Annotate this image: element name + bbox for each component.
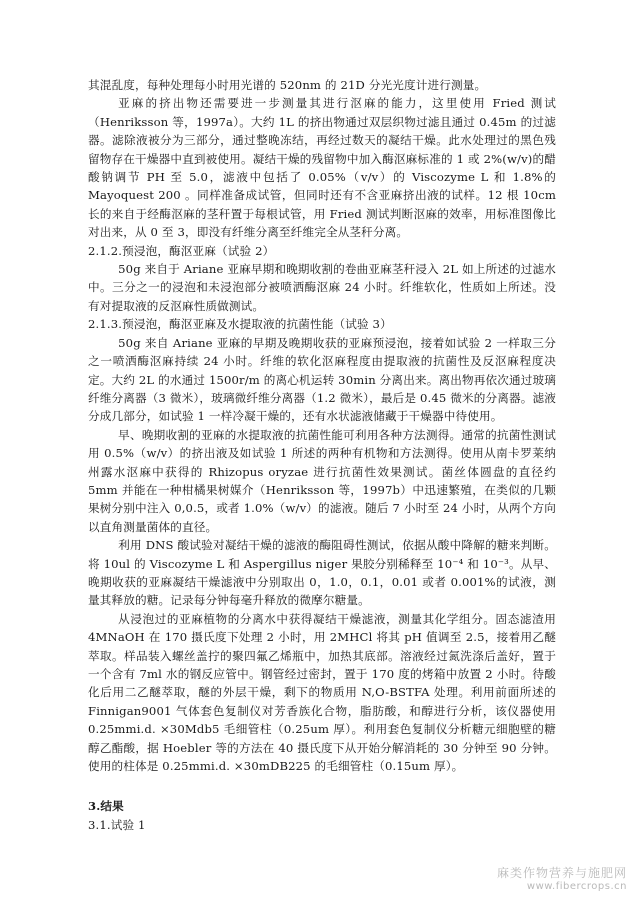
- watermark-url: www.fibercrops.cn: [526, 881, 627, 892]
- paragraph-dns-test: 利用 DNS 酸试验对凝结干燥的滤液的酶阻碍性测试，依据从酸中降解的糖来判断。将 10ul 的 Viscozyme L 和 Aspergillus niger 果胶分别稀释至 10⁻⁴ 和 10⁻³。从早、晚期收获的亚麻凝结干燥滤液中分别取出 0，1.0，0.1，0.01 或者 0.001%的试液，测量其释放的糖。记录每分钟每毫升释放的微摩尔糖量。: [88, 538, 556, 608]
- paragraph-intro-continuation: 其混乱度，每种处理每小时用光谱的 520nm 的 21D 分光光度计进行测量。: [88, 78, 487, 92]
- paragraph-experiment-2: 50g 来自于 Ariane 亚麻早期和晚期收割的卷曲亚麻茎秆浸入 2L 如上所述的过滤水中。三分之一的浸泡和未浸泡部分被喷洒酶沤麻 24 小时。纤维软化，性质如上所述。没有对提取液的反沤麻性质做测试。: [88, 262, 556, 313]
- section-heading-2-1-2: 2.1.2.预浸泡，酶沤亚麻（试验 2）: [88, 243, 275, 258]
- section-heading-3-1: 3.1.试验 1: [88, 817, 146, 832]
- paragraph-experiment-3: 50g 来自 Ariane 亚麻的早期及晚期收获的亚麻预浸泡，接着如试验 2 一样取三分之一喷洒酶沤麻持续 24 小时。纤维的软化沤麻程度由提取液的抗菌性及反沤麻程度决定。大约 2L 的水通过 1500r/m 的离心机运转 30min 分离出来。离出物再依次通过玻璃纤维分离器（3 微米），玻璃微纤维分离器（1.2 微米），最后是 0.45 微米的分离器。滤液分成几部分，如试验 1 一样冷凝干燥的，还有水状滤液储藏于干燥器中待使用。: [88, 335, 556, 424]
- section-heading-2-1-3: 2.1.3.预浸泡，酶沤亚麻及水提取液的抗菌性能（试验 3）: [88, 317, 392, 332]
- paragraph-chemical-analysis: 从浸泡过的亚麻植物的分离水中获得凝结干燥滤液，测量其化学组分。固态滤渣用 4MNaOH 在 170 摄氏度下处理 2 小时，用 2MHCl 将其 pH 值调至 2.5，接着用乙醚萃取。样品装入螺丝盖拧的聚四氟乙烯瓶中，加热其底部。溶液经过氮洗涤后盖好，置于一个含有 7ml 水的钢反应管中。钢管经过密封，置于 170 度的烤箱中放置 2 小时。待酸化后用二乙醚萃取，醚的外层干燥，剩下的物质用 N,O-BSTFA 处理。利用前面所述的 Finnigan9001 气体套色复制仪对芳香族化合物，脂肪酸，和醇进行分析，该仪器使用 0.25mmi.d. ×30Mdb5 毛细管柱（0.25um 厚）。利用套色复制仪分析糖元细胞壁的糖醇乙酯酸，据 Hoebler 等的方法在 40 摄氏度下从开始分解消耗的 30 分钟至 90 分钟。使用的柱体是 0.25mmi.d. ×30mDB225 的毛细管柱（0.15um 厚）。: [88, 611, 556, 774]
- paragraph-antibacterial-test: 早、晚期收割的亚麻的水提取液的抗菌性能可利用各种方法测得。通常的抗菌性测试用 0.5%（w/v）的挤出液及如试验 1 所述的两种有机物和方法测得。使用从南卡罗莱纳州露水沤麻中获得的 Rhizopus oryzae 进行抗菌性效果测试。菌丝体圆盘的直径约 5mm 并能在一种柑橘果树媒介（Henriksson 等，1997b）中迅速繁殖，在类似的几颗果树分别中注入 0,0.5，或者 1.0%（w/v）的滤液。随后 7 小时至 24 小时，从两个方向以直角测量菌体的直径。: [88, 427, 556, 534]
- watermark: [497, 867, 627, 893]
- paragraph-fried-test: 亚麻的挤出物还需要进一步测量其进行沤麻的能力，这里使用 Fried 测试（Henriksson 等，1997a）。大约 1L 的挤出物通过双层织物过滤且通过 0.45m 的过滤器。滤除液被分为三部分，通过整晚冻结，再经过数天的凝结干燥。此水处理过的黑色残留物存在干燥器中直到被使用。凝结干燥的残留物中加入酶沤麻标准的 1 或 2%(w/v)的醋酸钠调节 PH 至 5.0，滤液中包括了 0.05%（v/v）的 Viscozyme L 和 1.8%的 Mayoquest 200 。同样准备成试管，但同时还有不含亚麻挤出液的试样。12 根 10cm 长的来自于经酶沤麻的茎秆置于每根试管，用 Fried 测试判断沤麻的效率，用标准图像比对出来，从 0 至 3，即没有纤维分离至纤维完全从茎秆分离。: [88, 96, 556, 240]
- document-body: [88, 76, 556, 834]
- section-heading-results: 3.结果: [88, 799, 124, 814]
- watermark-site-name: 麻类作物营养与施肥网: [496, 866, 627, 880]
